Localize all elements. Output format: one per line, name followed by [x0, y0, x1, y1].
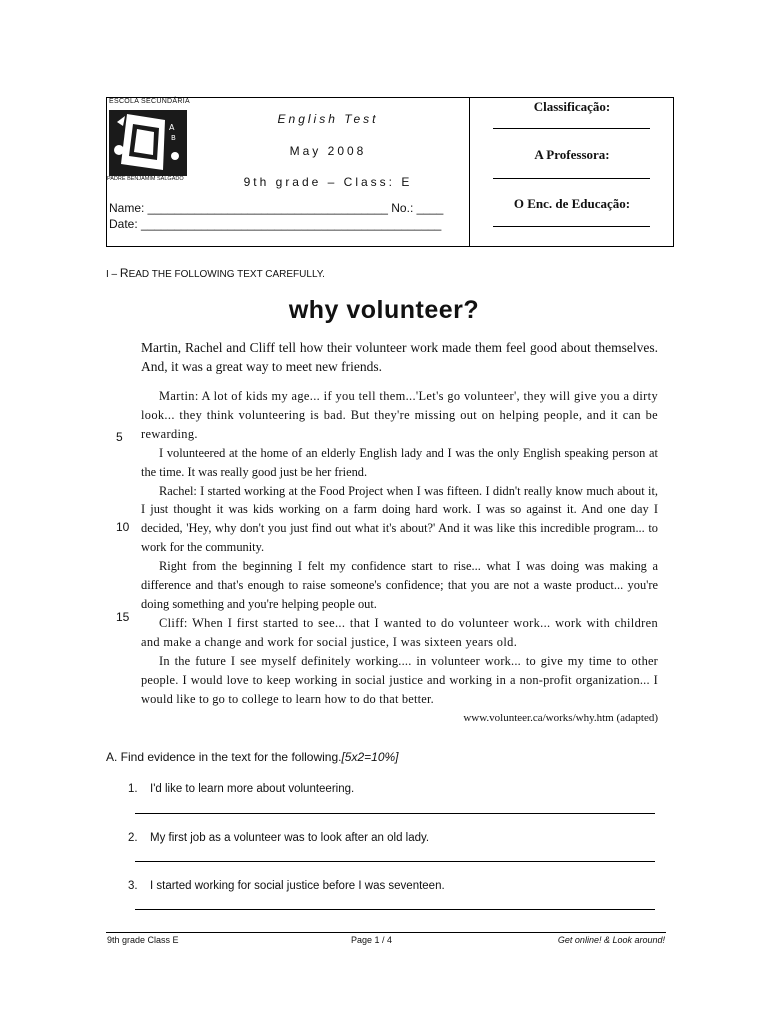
question-item — [128, 832, 429, 844]
paragraph: Cliff: When I first started to see... that I wanted to do volunteer work... work with children and make a change and work for social justice, I was sixteen years old. — [141, 615, 658, 649]
exercise-points: [5x2=10%] — [341, 750, 399, 764]
test-title: English Test — [277, 112, 379, 126]
line-number: 10 — [116, 520, 130, 534]
question-number: 2. — [128, 832, 138, 844]
question-item — [128, 783, 354, 795]
question-text: My first job as a volunteer was to look after an old lady. — [150, 832, 430, 844]
section-roman: I – — [106, 269, 120, 280]
header-box — [106, 97, 674, 247]
school-name-bottom: PADRE BENJAMIM SALGADO — [107, 176, 184, 182]
question-item — [128, 880, 445, 892]
paragraph: Right from the beginning I felt my confidence start to rise... what I was doing was making a difference and that's enough to raise someone's confidence; that you are not a waste product... you're doing something and you're helping people out. — [141, 559, 658, 611]
teacher-signature-line[interactable] — [493, 178, 650, 179]
paragraph: Rachel: I started working at the Food Project when I was fifteen. I didn't really know much about it, I just thought it was kids working on a farm doing hard work. I was so against it. And one day I decided, 'Hey, why don't you just find out what it's about?' And it was like this incredible program... to work for the community. — [141, 483, 658, 555]
article-source: www.volunteer.ca/works/why.htm (adapted) — [463, 712, 658, 724]
exercise-heading — [106, 750, 399, 764]
header-divider — [469, 98, 470, 246]
page-number: Page 1 / 4 — [351, 935, 393, 945]
footer-left: 9th grade Class E — [107, 935, 179, 945]
line-number: 15 — [116, 610, 130, 624]
paragraph: Martin: A lot of kids my age... if you tell them...'Let's go volunteer', they will give you a dirty look... they think volunteering is bad. But they're missing out on helping people, and it can be rewarding. — [141, 389, 658, 441]
question-number: 3. — [128, 880, 138, 892]
classification-line[interactable] — [493, 128, 650, 129]
section-heading-rest: EAD THE FOLLOWING TEXT CAREFULLY. — [128, 269, 325, 280]
school-name-top: ESCOLA SECUNDÁRIA — [109, 98, 190, 105]
answer-line[interactable] — [135, 861, 655, 862]
guardian-label: O Enc. de Educação: — [513, 196, 631, 211]
paragraph: In the future I see myself definitely working.... in volunteer work... to give my time to other people. I would love to keep working in social justice and working in a non-profit organization... I would like to go to college to learn how to do that better. — [141, 653, 658, 706]
svg-text:B: B — [171, 134, 176, 142]
article-body — [141, 387, 658, 708]
teacher-label: A Professora: — [534, 147, 610, 162]
article-title: why volunteer? — [288, 296, 480, 324]
line-number: 5 — [116, 430, 123, 444]
question-number: 1. — [128, 783, 138, 795]
section-heading-first: R — [119, 266, 129, 280]
footer-rule — [106, 932, 666, 933]
paragraph: I volunteered at the home of an elderly English lady and I was the only English speaking person at the time. It was really good just be her friend. — [141, 445, 658, 479]
guardian-signature-line[interactable] — [493, 226, 650, 227]
school-logo — [109, 100, 187, 186]
date-field[interactable]: Date: _____________________________________________ — [109, 217, 442, 231]
test-grade-class: 9th grade – Class: E — [243, 175, 413, 189]
question-text: I'd like to learn more about volunteering. — [150, 783, 355, 795]
article-intro: Martin, Rachel and Cliff tell how their volunteer work made them feel good about themselves. And, it was a great way to meet new friends. — [141, 340, 658, 374]
answer-line[interactable] — [135, 813, 655, 814]
section-heading — [106, 266, 325, 280]
footer-right: Get online! & Look around! — [557, 935, 665, 945]
answer-line[interactable] — [135, 909, 655, 910]
test-date: May 2008 — [289, 144, 367, 158]
question-text: I started working for social justice before I was seventeen. — [150, 880, 445, 892]
name-field[interactable]: Name: ____________________________________ No.: ____ — [109, 201, 444, 215]
svg-text:A: A — [169, 123, 175, 132]
exercise-heading-text: A. Find evidence in the text for the following. — [106, 750, 342, 764]
classification-label: Classificação: — [533, 99, 611, 114]
